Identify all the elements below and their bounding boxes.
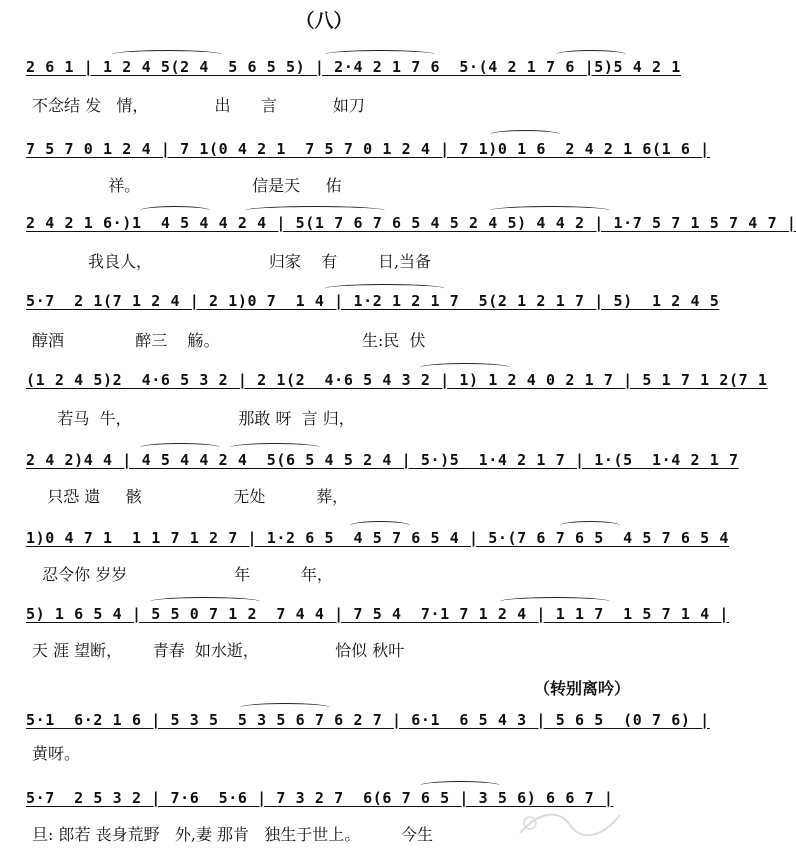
slur-mark (420, 363, 510, 372)
page-title: （八） (295, 10, 353, 32)
notation-line-6: 2 4 2)4 4 | 4 5 4 4 2 4 5(6 5 4 5 2 4 | 5·)5 1·4 2 1 7 | 1·(5 1·4 2 1 7 (26, 451, 739, 469)
slur-mark (140, 443, 220, 452)
notation-line-9: 5·1 6·2 1 6 | 5 3 5 5 3 5 6 7 6 2 7 | 6·1 6 5 4 3 | 5 6 5 (0 7 6) | (26, 711, 710, 729)
slur-mark (350, 521, 410, 530)
section-annotation: （转别离吟） (533, 679, 630, 698)
watermark-logo (510, 805, 640, 841)
notation-line-2: 7 5 7 0 1 2 4 | 7 1(0 4 2 1 7 5 7 0 1 2 4 | 7 1)0 1 6 2 4 2 1 6(1 6 | (26, 140, 710, 158)
lyrics-line-6: 只恐 遗 骸 无处 葬， (32, 487, 349, 506)
slur-mark (500, 597, 610, 606)
slur-mark (245, 206, 385, 215)
notation-line-8: 5) 1 6 5 4 | 5 5 0 7 1 2 7 4 4 | 7 5 4 7·1 7 1 2 4 | 1 1 7 1 5 7 1 4 | (26, 605, 730, 623)
lyrics-line-7: 忍令你 岁岁 年 年， (32, 565, 333, 584)
slur-mark (325, 50, 435, 59)
slur-mark (556, 50, 626, 59)
notation-line-10: 5·7 2 5 3 2 | 7·6 5·6 | 7 3 2 7 6(6 7 6 5 | 3 5 6) 6 6 7 | (26, 789, 614, 807)
notation-line-3: 2 4 2 1 6·)1 4 5 4 4 2 4 | 5(1 7 6 7 6 5 4 5 2 4 5) 4 4 2 | 1·7 5 7 1 5 7 4 7 | (26, 214, 796, 232)
lyrics-line-3: 我良人， 归家 有 日,当备 (32, 252, 432, 271)
notation-line-1: 2 6 1 | 1 2 4 5(2 4 5 6 5 5) | 2·4 2 1 7 6 5·(4 2 1 7 6 |5)5 4 2 1 (26, 58, 681, 76)
notation-line-7: 1)0 4 7 1 1 1 7 1 2 7 | 1·2 6 5 4 5 7 6 5 4 | 5·(7 6 7 6 5 4 5 7 6 5 4 (26, 529, 730, 547)
slur-mark (140, 206, 210, 215)
lyrics-line-2: 祥。 信是天 佑 (32, 176, 342, 195)
slur-mark (420, 781, 500, 790)
notation-line-5: (1 2 4 5)2 4·6 5 3 2 | 2 1(2 4·6 5 4 3 2 | 1) 1 2 4 0 2 1 7 | 5 1 7 1 2(7 1 (26, 371, 768, 389)
lyrics-line-1: 不念结 发 情， 出 言 如刀 (32, 96, 365, 115)
slur-mark (240, 703, 330, 712)
slur-mark (560, 521, 620, 530)
slur-mark (490, 130, 560, 139)
slur-mark (150, 597, 260, 606)
slur-mark (112, 50, 222, 59)
lyrics-line-5: 若马 牛， 那敢 呀 言 归， (32, 409, 355, 428)
notation-line-4: 5·7 2 1(7 1 2 4 | 2 1)0 7 1 4 | 1·2 1 2 1 7 5(2 1 2 1 7 | 5) 1 2 4 5 (26, 292, 720, 310)
slur-mark (325, 284, 445, 293)
lyrics-line-9: 黄呀。 (32, 744, 81, 763)
lyrics-line-10: 旦: 郎若 丧身荒野 外,妻 那肯 独生于世上。 今生 (32, 825, 433, 844)
lyrics-line-8: 天 涯 望断， 青春 如水逝， 恰似 秋叶 (32, 641, 405, 660)
slur-mark (230, 443, 320, 452)
lyrics-line-4: 醇酒 醉三 觞。 生:民 伏 (32, 331, 426, 350)
slur-mark (490, 206, 610, 215)
